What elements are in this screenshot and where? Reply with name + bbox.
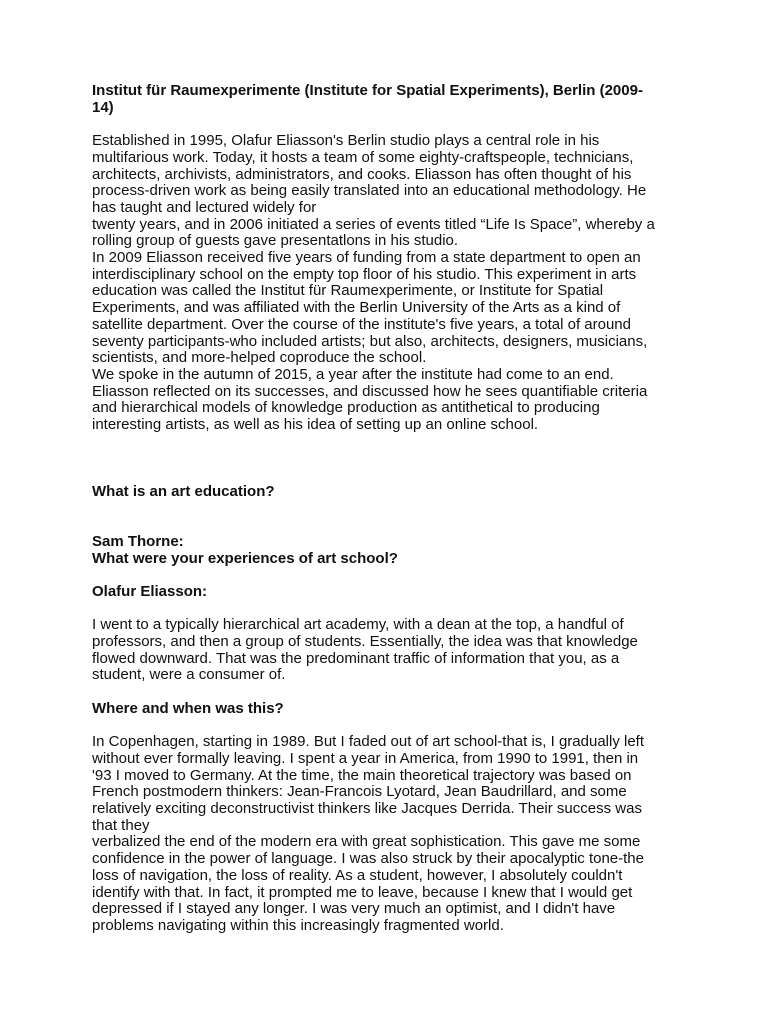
- text-line: relatively exciting deconstructivist thinkers like Jacques Derrida. Their success was: [92, 800, 642, 818]
- title-line: Institut für Raumexperimente (Institute for Spatial Experiments), Berlin (2009-: [92, 82, 643, 99]
- spacer: [92, 601, 692, 618]
- text-line: rolling group of guests gave presentatlons in his studio.: [92, 232, 459, 250]
- text-line: identify with that. In fact, it prompted me to leave, because I knew that I would get: [92, 883, 633, 901]
- title-line: 14): [92, 98, 114, 116]
- text-line: that they: [92, 816, 150, 834]
- text-line: Established in 1995, Olafur Eliasson's Berlin studio plays a central role in his: [92, 132, 600, 150]
- speaker-label: Olafur Eliasson:: [92, 582, 208, 600]
- text-line: satellite department. Over the course of the institute's five years, a total of around: [92, 315, 631, 333]
- text-line: In Copenhagen, starting in 1989. But I faded out of art school-that is, I gradually left: [92, 733, 645, 751]
- text-line: We spoke in the autumn of 2015, a year after the institute had come to an end.: [92, 365, 614, 383]
- text-line: without ever formally leaving. I spent a year in America, from 1990 to 1991, then in: [92, 749, 639, 767]
- answer-paragraph: [92, 617, 692, 684]
- text-line: professors, and then a group of students. Essentially, the idea was that knowledge: [92, 633, 638, 651]
- text-line: process-driven work as being easily translated into an educational methodology. He: [92, 182, 647, 200]
- text-line: loss of navigation, the loss of reality. As a student, however, I absolutely couldn't: [92, 866, 623, 884]
- spacer: [92, 718, 692, 735]
- document-page: [92, 83, 692, 935]
- text-line: Experiments, and was affiliated with the Berlin University of the Arts as a kind of: [92, 299, 621, 317]
- intro-paragraph: [92, 133, 692, 434]
- spacer: [92, 567, 692, 584]
- text-line: French postmodern thinkers: Jean-Francois Lyotard, Jean Baudrillard, and some: [92, 783, 627, 801]
- interview-question: What were your experiences of art school?: [92, 549, 398, 567]
- text-line: depressed if I stayed any longer. I was very much an optimist, and I didn't have: [92, 900, 616, 918]
- text-line: interesting artists, as well as his idea of setting up an online school.: [92, 416, 539, 434]
- text-line: seventy participants-who included artists; but also, architects, designers, musicians,: [92, 332, 648, 350]
- text-line: twenty years, and in 2006 initiated a series of events titled “Life Is Space”, whereby a: [92, 215, 655, 233]
- text-line: problems navigating within this increasingly fragmented world.: [92, 916, 504, 934]
- text-line: has taught and lectured widely for: [92, 198, 317, 216]
- text-line: Eliasson reflected on its successes, and discussed how he sees quantifiable criteria: [92, 382, 648, 400]
- text-line: multifarious work. Today, it hosts a team of some eighty-craftspeople, technicians,: [92, 148, 634, 166]
- spacer: [92, 500, 692, 533]
- spacer: [92, 116, 692, 133]
- text-line: architects, archivists, administrators, and cooks. Eliasson has often thought of his: [92, 165, 632, 183]
- text-line: and hierarchical models of knowledge production as antithetical to producing: [92, 399, 600, 417]
- text-line: I went to a typically hierarchical art academy, with a dean at the top, a handful of: [92, 616, 624, 634]
- speaker-label: Sam Thorne:: [92, 532, 184, 550]
- spacer: [92, 434, 692, 484]
- text-line: confidence in the power of language. I was also struck by their apocalyptic tone-the: [92, 850, 644, 868]
- text-line: interdisciplinary school on the empty top floor of his studio. This experiment in arts: [92, 265, 637, 283]
- answer-paragraph: [92, 734, 692, 934]
- text-line: flowed downward. That was the predominant traffic of information that you, as a: [92, 649, 620, 667]
- text-line: education was called the Institut für Raumexperimente, or Institute for Spatial: [92, 282, 604, 300]
- text-line: verbalized the end of the modern era with great sophistication. This gave me some: [92, 833, 641, 851]
- text-line: student, were a consumer of.: [92, 666, 286, 684]
- interview-question: Where and when was this?: [92, 699, 284, 717]
- document-title: [92, 83, 692, 116]
- spacer: [92, 684, 692, 701]
- section-heading: What is an art education?: [92, 482, 275, 500]
- text-line: In 2009 Eliasson received five years of funding from a state department to open an: [92, 249, 641, 267]
- text-line: scientists, and more-helped coproduce the school.: [92, 349, 427, 367]
- text-line: '93 I moved to Germany. At the time, the main theoretical trajectory was based on: [92, 766, 632, 784]
